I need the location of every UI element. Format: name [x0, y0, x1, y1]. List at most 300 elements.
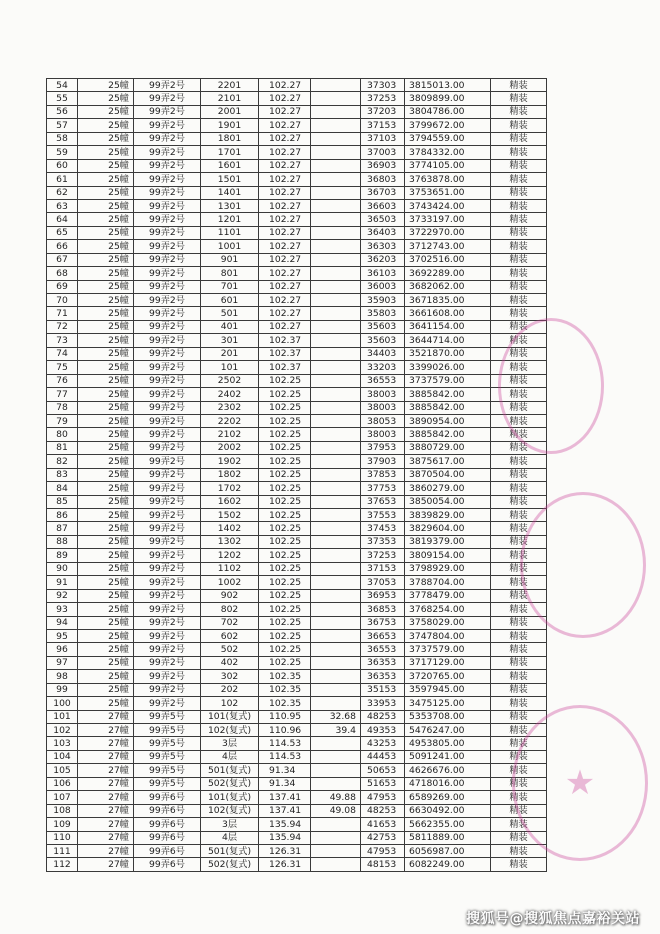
row-number: 83 [47, 468, 78, 481]
extra-area-cell [311, 670, 361, 683]
room-cell: 402 [201, 656, 259, 669]
table-row [47, 414, 547, 427]
total-price-cell: 3885842.00 [405, 401, 491, 414]
area-cell: 137.41 [259, 804, 311, 817]
building-cell: 25幢 [78, 213, 134, 226]
room-cell: 1602 [201, 495, 259, 508]
area-cell: 102.25 [259, 629, 311, 642]
extra-area-cell [311, 858, 361, 871]
row-number: 85 [47, 495, 78, 508]
address-cell: 99弄2号 [134, 428, 201, 441]
row-number: 80 [47, 428, 78, 441]
extra-area-cell [311, 253, 361, 266]
table-row [47, 549, 547, 562]
table-row [47, 589, 547, 602]
room-cell: 701 [201, 280, 259, 293]
extra-area-cell [311, 549, 361, 562]
table-row [47, 831, 547, 844]
address-cell: 99弄2号 [134, 589, 201, 602]
address-cell: 99弄2号 [134, 616, 201, 629]
room-cell: 901 [201, 253, 259, 266]
area-cell: 102.25 [259, 468, 311, 481]
area-cell: 102.25 [259, 562, 311, 575]
table-row [47, 764, 547, 777]
row-number: 96 [47, 643, 78, 656]
table-row [47, 710, 547, 723]
building-cell: 27幢 [78, 737, 134, 750]
table-row [47, 267, 547, 280]
extra-area-cell [311, 347, 361, 360]
table-row [47, 603, 547, 616]
address-cell: 99弄2号 [134, 414, 201, 427]
row-number: 87 [47, 522, 78, 535]
decoration-cell: 精装 [491, 455, 547, 468]
room-cell: 2201 [201, 79, 259, 92]
address-cell: 99弄2号 [134, 253, 201, 266]
table-row [47, 79, 547, 92]
row-number: 90 [47, 562, 78, 575]
table-row [47, 509, 547, 522]
building-cell: 25幢 [78, 683, 134, 696]
area-cell: 102.27 [259, 213, 311, 226]
total-price-cell: 3720765.00 [405, 670, 491, 683]
table-row [47, 616, 547, 629]
decoration-cell: 精装 [491, 683, 547, 696]
table-row [47, 186, 547, 199]
building-cell: 27幢 [78, 750, 134, 763]
decoration-cell: 精装 [491, 629, 547, 642]
unit-price-cell: 38003 [361, 428, 405, 441]
table-row [47, 777, 547, 790]
decoration-cell: 精装 [491, 549, 547, 562]
address-cell: 99弄2号 [134, 670, 201, 683]
address-cell: 99弄2号 [134, 401, 201, 414]
row-number: 67 [47, 253, 78, 266]
decoration-cell: 精装 [491, 428, 547, 441]
area-cell: 126.31 [259, 844, 311, 857]
room-cell: 3层 [201, 818, 259, 831]
address-cell: 99弄2号 [134, 603, 201, 616]
building-cell: 27幢 [78, 831, 134, 844]
address-cell: 99弄5号 [134, 724, 201, 737]
area-cell: 102.27 [259, 132, 311, 145]
total-price-cell: 5662355.00 [405, 818, 491, 831]
total-price-cell: 3799672.00 [405, 119, 491, 132]
row-number: 103 [47, 737, 78, 750]
building-cell: 25幢 [78, 697, 134, 710]
address-cell: 99弄2号 [134, 226, 201, 239]
table-row [47, 844, 547, 857]
extra-area-cell [311, 482, 361, 495]
extra-area-cell [311, 589, 361, 602]
room-cell: 602 [201, 629, 259, 642]
room-cell: 1002 [201, 576, 259, 589]
address-cell: 99弄6号 [134, 844, 201, 857]
decoration-cell: 精装 [491, 92, 547, 105]
extra-area-cell [311, 280, 361, 293]
area-cell: 102.25 [259, 455, 311, 468]
area-cell: 102.27 [259, 146, 311, 159]
area-cell: 102.25 [259, 374, 311, 387]
decoration-cell: 精装 [491, 79, 547, 92]
area-cell: 102.35 [259, 697, 311, 710]
area-cell: 91.34 [259, 777, 311, 790]
building-cell: 25幢 [78, 388, 134, 401]
extra-area-cell [311, 294, 361, 307]
extra-area-cell [311, 750, 361, 763]
total-price-cell: 4718016.00 [405, 777, 491, 790]
building-cell: 25幢 [78, 549, 134, 562]
extra-area-cell [311, 522, 361, 535]
building-cell: 25幢 [78, 240, 134, 253]
building-cell: 25幢 [78, 482, 134, 495]
total-price-cell: 3597945.00 [405, 683, 491, 696]
table-row [47, 307, 547, 320]
room-cell: 101(复式) [201, 791, 259, 804]
building-cell: 25幢 [78, 629, 134, 642]
extra-area-cell [311, 576, 361, 589]
table-body [47, 79, 547, 872]
decoration-cell: 精装 [491, 307, 547, 320]
row-number: 75 [47, 361, 78, 374]
area-cell: 102.27 [259, 267, 311, 280]
extra-area-cell [311, 535, 361, 548]
building-cell: 25幢 [78, 159, 134, 172]
address-cell: 99弄5号 [134, 710, 201, 723]
total-price-cell: 5091241.00 [405, 750, 491, 763]
table-row [47, 226, 547, 239]
building-cell: 25幢 [78, 468, 134, 481]
table-row [47, 428, 547, 441]
unit-price-cell: 49353 [361, 724, 405, 737]
unit-price-cell: 37053 [361, 576, 405, 589]
row-number: 70 [47, 294, 78, 307]
table-row [47, 92, 547, 105]
area-cell: 114.53 [259, 737, 311, 750]
table-row [47, 441, 547, 454]
extra-area-cell [311, 441, 361, 454]
area-cell: 102.27 [259, 320, 311, 333]
unit-price-cell: 48153 [361, 858, 405, 871]
extra-area-cell [311, 764, 361, 777]
total-price-cell: 3885842.00 [405, 388, 491, 401]
row-number: 56 [47, 105, 78, 118]
building-cell: 25幢 [78, 119, 134, 132]
room-cell: 1702 [201, 482, 259, 495]
room-cell: 1302 [201, 535, 259, 548]
extra-area-cell [311, 737, 361, 750]
decoration-cell: 精装 [491, 750, 547, 763]
area-cell: 102.25 [259, 576, 311, 589]
unit-price-cell: 37203 [361, 105, 405, 118]
room-cell: 3层 [201, 737, 259, 750]
unit-price-cell: 37953 [361, 441, 405, 454]
building-cell: 25幢 [78, 132, 134, 145]
building-cell: 25幢 [78, 616, 134, 629]
building-cell: 25幢 [78, 226, 134, 239]
address-cell: 99弄2号 [134, 213, 201, 226]
extra-area-cell [311, 844, 361, 857]
decoration-cell: 精装 [491, 253, 547, 266]
extra-area-cell [311, 603, 361, 616]
address-cell: 99弄2号 [134, 307, 201, 320]
area-cell: 135.94 [259, 818, 311, 831]
address-cell: 99弄2号 [134, 361, 201, 374]
area-cell: 102.25 [259, 549, 311, 562]
extra-area-cell [311, 320, 361, 333]
room-cell: 2001 [201, 105, 259, 118]
extra-area-cell [311, 186, 361, 199]
unit-price-cell: 35603 [361, 320, 405, 333]
room-cell: 1502 [201, 509, 259, 522]
address-cell: 99弄2号 [134, 576, 201, 589]
table-row [47, 240, 547, 253]
table-row [47, 374, 547, 387]
total-price-cell: 5353708.00 [405, 710, 491, 723]
decoration-cell: 精装 [491, 522, 547, 535]
building-cell: 25幢 [78, 173, 134, 186]
total-price-cell: 3743424.00 [405, 199, 491, 212]
address-cell: 99弄2号 [134, 79, 201, 92]
room-cell: 501(复式) [201, 764, 259, 777]
extra-area-cell [311, 374, 361, 387]
table-row [47, 388, 547, 401]
building-cell: 25幢 [78, 562, 134, 575]
room-cell: 2202 [201, 414, 259, 427]
building-cell: 25幢 [78, 307, 134, 320]
decoration-cell: 精装 [491, 589, 547, 602]
extra-area-cell [311, 105, 361, 118]
address-cell: 99弄2号 [134, 347, 201, 360]
room-cell: 4层 [201, 750, 259, 763]
extra-area-cell [311, 240, 361, 253]
address-cell: 99弄2号 [134, 92, 201, 105]
building-cell: 25幢 [78, 361, 134, 374]
address-cell: 99弄2号 [134, 105, 201, 118]
room-cell: 101 [201, 361, 259, 374]
room-cell: 4层 [201, 831, 259, 844]
decoration-cell: 精装 [491, 764, 547, 777]
unit-price-cell: 36653 [361, 629, 405, 642]
unit-price-cell: 34403 [361, 347, 405, 360]
decoration-cell: 精装 [491, 509, 547, 522]
room-cell: 1401 [201, 186, 259, 199]
extra-area-cell [311, 361, 361, 374]
total-price-cell: 6082249.00 [405, 858, 491, 871]
decoration-cell: 精装 [491, 724, 547, 737]
address-cell: 99弄2号 [134, 146, 201, 159]
row-number: 101 [47, 710, 78, 723]
room-cell: 502 [201, 643, 259, 656]
address-cell: 99弄2号 [134, 334, 201, 347]
table-row [47, 105, 547, 118]
address-cell: 99弄6号 [134, 858, 201, 871]
total-price-cell: 3839829.00 [405, 509, 491, 522]
extra-area-cell [311, 119, 361, 132]
extra-area-cell [311, 267, 361, 280]
building-cell: 25幢 [78, 146, 134, 159]
total-price-cell: 3804786.00 [405, 105, 491, 118]
extra-area-cell [311, 629, 361, 642]
address-cell: 99弄2号 [134, 374, 201, 387]
building-cell: 27幢 [78, 724, 134, 737]
total-price-cell: 3815013.00 [405, 79, 491, 92]
area-cell: 102.25 [259, 441, 311, 454]
building-cell: 25幢 [78, 374, 134, 387]
unit-price-cell: 36003 [361, 280, 405, 293]
room-cell: 1001 [201, 240, 259, 253]
unit-price-cell: 38053 [361, 414, 405, 427]
total-price-cell: 3712743.00 [405, 240, 491, 253]
decoration-cell: 精装 [491, 643, 547, 656]
room-cell: 2502 [201, 374, 259, 387]
decoration-cell: 精装 [491, 495, 547, 508]
building-cell: 25幢 [78, 603, 134, 616]
address-cell: 99弄2号 [134, 267, 201, 280]
address-cell: 99弄2号 [134, 643, 201, 656]
table-row [47, 455, 547, 468]
building-cell: 25幢 [78, 401, 134, 414]
room-cell: 302 [201, 670, 259, 683]
unit-price-cell: 33203 [361, 361, 405, 374]
room-cell: 101(复式) [201, 710, 259, 723]
address-cell: 99弄2号 [134, 482, 201, 495]
decoration-cell: 精装 [491, 818, 547, 831]
decoration-cell: 精装 [491, 347, 547, 360]
unit-price-cell: 37903 [361, 455, 405, 468]
unit-price-cell: 37153 [361, 119, 405, 132]
extra-area-cell [311, 697, 361, 710]
total-price-cell: 3475125.00 [405, 697, 491, 710]
table-row [47, 334, 547, 347]
room-cell: 501 [201, 307, 259, 320]
building-cell: 25幢 [78, 656, 134, 669]
total-price-cell: 3880729.00 [405, 441, 491, 454]
building-cell: 25幢 [78, 576, 134, 589]
decoration-cell: 精装 [491, 173, 547, 186]
extra-area-cell [311, 146, 361, 159]
room-cell: 502(复式) [201, 858, 259, 871]
decoration-cell: 精装 [491, 401, 547, 414]
area-cell: 102.35 [259, 683, 311, 696]
decoration-cell: 精装 [491, 656, 547, 669]
decoration-cell: 精装 [491, 105, 547, 118]
room-cell: 2002 [201, 441, 259, 454]
row-number: 95 [47, 629, 78, 642]
decoration-cell: 精装 [491, 670, 547, 683]
decoration-cell: 精装 [491, 482, 547, 495]
row-number: 82 [47, 455, 78, 468]
decoration-cell: 精装 [491, 226, 547, 239]
address-cell: 99弄2号 [134, 159, 201, 172]
total-price-cell: 3788704.00 [405, 576, 491, 589]
decoration-cell: 精装 [491, 388, 547, 401]
row-number: 61 [47, 173, 78, 186]
table-row [47, 656, 547, 669]
unit-price-cell: 41653 [361, 818, 405, 831]
address-cell: 99弄5号 [134, 737, 201, 750]
area-cell: 102.27 [259, 280, 311, 293]
area-cell: 102.27 [259, 307, 311, 320]
address-cell: 99弄2号 [134, 522, 201, 535]
decoration-cell: 精装 [491, 146, 547, 159]
row-number: 81 [47, 441, 78, 454]
building-cell: 27幢 [78, 818, 134, 831]
row-number: 98 [47, 670, 78, 683]
unit-price-cell: 36753 [361, 616, 405, 629]
unit-price-cell: 37103 [361, 132, 405, 145]
unit-price-cell: 36303 [361, 240, 405, 253]
table-row [47, 119, 547, 132]
building-cell: 25幢 [78, 414, 134, 427]
area-cell: 102.25 [259, 388, 311, 401]
area-cell: 102.25 [259, 401, 311, 414]
price-list-table [46, 78, 547, 872]
total-price-cell: 6630492.00 [405, 804, 491, 817]
area-cell: 114.53 [259, 750, 311, 763]
building-cell: 25幢 [78, 589, 134, 602]
unit-price-cell: 42753 [361, 831, 405, 844]
row-number: 110 [47, 831, 78, 844]
total-price-cell: 3399026.00 [405, 361, 491, 374]
extra-area-cell [311, 79, 361, 92]
table-row [47, 670, 547, 683]
table-row [47, 159, 547, 172]
unit-price-cell: 43253 [361, 737, 405, 750]
row-number: 76 [47, 374, 78, 387]
building-cell: 27幢 [78, 777, 134, 790]
decoration-cell: 精装 [491, 441, 547, 454]
total-price-cell: 3722970.00 [405, 226, 491, 239]
room-cell: 502(复式) [201, 777, 259, 790]
table-row [47, 482, 547, 495]
extra-area-cell [311, 307, 361, 320]
table-row [47, 347, 547, 360]
total-price-cell: 3641154.00 [405, 320, 491, 333]
decoration-cell: 精装 [491, 199, 547, 212]
address-cell: 99弄2号 [134, 562, 201, 575]
total-price-cell: 3758029.00 [405, 616, 491, 629]
area-cell: 102.37 [259, 334, 311, 347]
row-number: 112 [47, 858, 78, 871]
row-number: 106 [47, 777, 78, 790]
unit-price-cell: 37003 [361, 146, 405, 159]
room-cell: 102(复式) [201, 724, 259, 737]
row-number: 64 [47, 213, 78, 226]
row-number: 94 [47, 616, 78, 629]
unit-price-cell: 35603 [361, 334, 405, 347]
area-cell: 102.25 [259, 428, 311, 441]
row-number: 77 [47, 388, 78, 401]
row-number: 74 [47, 347, 78, 360]
row-number: 89 [47, 549, 78, 562]
extra-area-cell [311, 213, 361, 226]
area-cell: 102.25 [259, 495, 311, 508]
building-cell: 27幢 [78, 791, 134, 804]
area-cell: 135.94 [259, 831, 311, 844]
room-cell: 1501 [201, 173, 259, 186]
decoration-cell: 精装 [491, 831, 547, 844]
total-price-cell: 3768254.00 [405, 603, 491, 616]
table-row [47, 199, 547, 212]
room-cell: 601 [201, 294, 259, 307]
decoration-cell: 精装 [491, 858, 547, 871]
table-row [47, 401, 547, 414]
unit-price-cell: 35153 [361, 683, 405, 696]
extra-area-cell: 49.88 [311, 791, 361, 804]
area-cell: 110.96 [259, 724, 311, 737]
unit-price-cell: 47953 [361, 844, 405, 857]
